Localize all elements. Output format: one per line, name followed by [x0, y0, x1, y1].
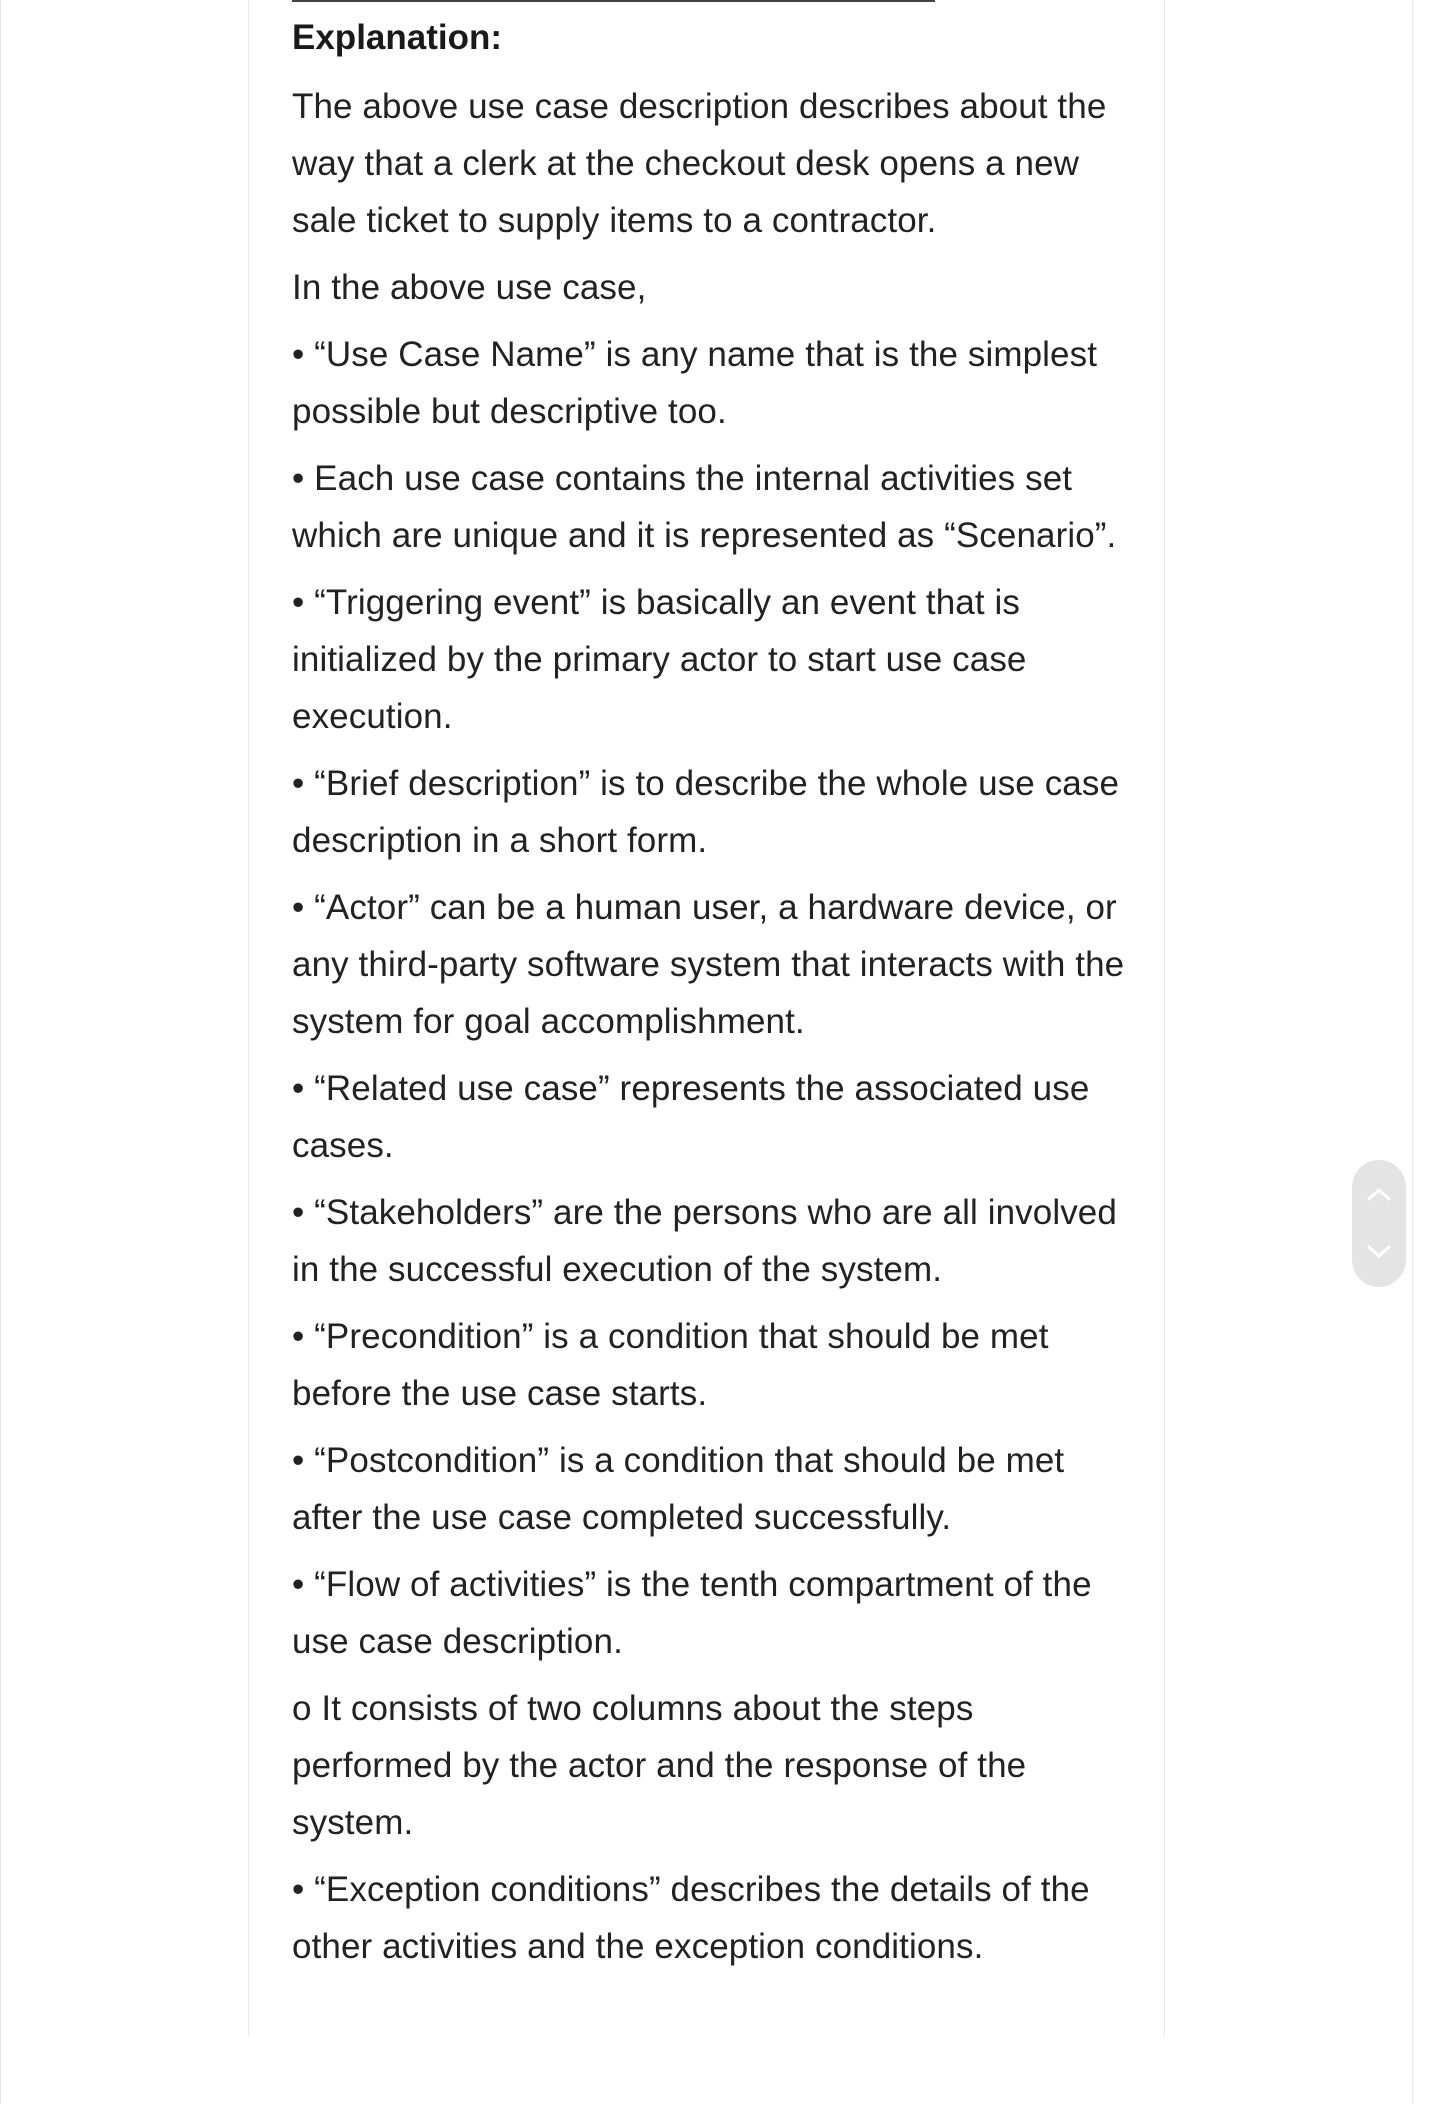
- bullet-flow-of-activities: • “Flow of activities” is the tenth compartment of the use case description.: [292, 1565, 1092, 1661]
- explanation-heading: Explanation:: [292, 18, 503, 57]
- bullet-actor: • “Actor” can be a human user, a hardware device, or any third-party software system that interacts with the system for goal accomplishment.: [292, 888, 1125, 1041]
- chevron-up-icon: [1366, 1186, 1392, 1202]
- bullet-precondition: • “Precondition” is a condition that should be met before the use case starts.: [292, 1317, 1049, 1413]
- bullet-exception-conditions: • “Exception conditions” describes the details of the other activities and the exception conditions.: [292, 1870, 1090, 1966]
- bullet-scenario: • Each use case contains the internal activities set which are unique and it is represented as “Scenario”.: [292, 459, 1117, 555]
- bullet-postcondition: • “Postcondition” is a condition that should be met after the use case completed successfully.: [292, 1441, 1065, 1537]
- scroll-down-button[interactable]: [1352, 1232, 1406, 1272]
- chevron-down-icon: [1366, 1244, 1392, 1260]
- bullet-related-use-case: • “Related use case” represents the associated use cases.: [292, 1069, 1090, 1165]
- paragraph-intro: The above use case description describes about the way that a clerk at the checkout desk opens a new sale ticket to supply items to a contractor.: [292, 87, 1107, 240]
- scroll-up-button[interactable]: [1352, 1174, 1406, 1214]
- sub-bullet-two-columns: o It consists of two columns about the steps performed by the actor and the response of the system.: [292, 1689, 1027, 1842]
- explanation-section: [292, 16, 1132, 1985]
- bullet-use-case-name: • “Use Case Name” is any name that is the simplest possible but descriptive too.: [292, 335, 1098, 431]
- bullet-stakeholders: • “Stakeholders” are the persons who are all involved in the successful execution of the system.: [292, 1193, 1117, 1289]
- scroll-controls: [1352, 1160, 1406, 1287]
- bullet-triggering-event: • “Triggering event” is basically an event that is initialized by the primary actor to start use case execution.: [292, 583, 1027, 736]
- bullet-brief-description: • “Brief description” is to describe the whole use case description in a short form.: [292, 764, 1120, 860]
- paragraph-lead-in: In the above use case,: [292, 268, 647, 307]
- table-bottom-border: [292, 0, 935, 2]
